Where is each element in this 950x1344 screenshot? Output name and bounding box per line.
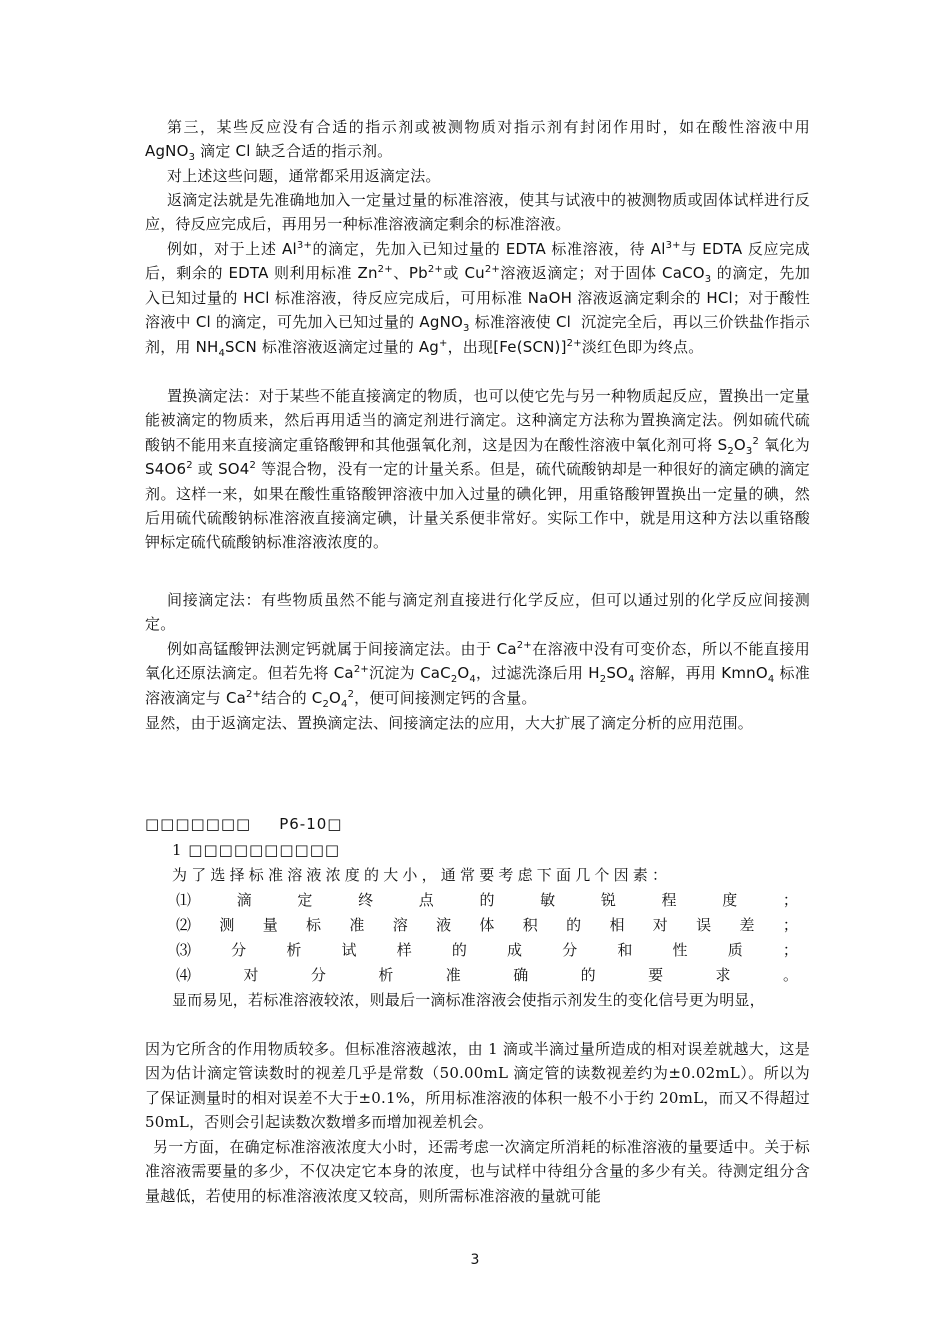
factor-char: 的 xyxy=(580,966,596,984)
factor-char: 要 xyxy=(648,966,664,984)
factor-row-4 xyxy=(176,964,798,985)
factor-char: 质 xyxy=(727,941,743,959)
factor-char: 准 xyxy=(349,916,365,934)
factor-char: 液 xyxy=(436,916,452,934)
page-number: 3 xyxy=(470,1252,480,1268)
factor-char: 和 xyxy=(617,941,633,959)
factor-char: 积 xyxy=(522,916,538,934)
factor-char: 量 xyxy=(262,916,278,934)
paragraph-11: 另一方面，在确定标准溶液浓度大小时，还需考虑一次滴定所消耗的标准溶液的量要适中。关于标准溶液需要量的多少，不仅决定它本身的浓度，也与试样中待组分含量的多少有关。待测定组分含量越低，若使用的标准溶液浓度又较高，则所需标准溶液的量就可能 xyxy=(145,1138,810,1205)
factor-char: 分 xyxy=(310,966,326,984)
paragraph-3: 返滴定法就是先准确地加入一定量过量的标准溶液，使其与试液中的被测物质或固体试样进行反应，待反应完成后，再用另一种标准溶液滴定剩余的标准溶液。 xyxy=(145,191,810,234)
factor-char: 滴 xyxy=(236,891,252,909)
factor-char: 样 xyxy=(396,941,412,959)
factor-char: 。 xyxy=(782,966,798,984)
factor-char: 对 xyxy=(243,966,259,984)
paragraph-7: 例如高锰酸钾法测定钙就属于间接滴定法。由于 $Ca^{2+}$在溶液中没有可变价态，所以不能直接用氧化还原法滴定。但若先将 $Ca^{2+}$沉淀为 $CaC_2O_4$，过滤洗涤后用 $H_2SO_4$ 溶解，再用 KmnO$_4$ 标准溶液滴定与 $Ca^{2+}$结合的 $C_2O_4^2$，便可间接测定钙的含量。 xyxy=(145,640,811,710)
factor-char: 分 xyxy=(231,941,247,959)
paragraph-5: 置换滴定法：对于某些不能直接滴定的物质，也可以使它先与另一种物质起反应，置换出一定量能被滴定的物质来，然后再用适当的滴定剂进行滴定。这种滴定方法称为置换滴定法。例如硫代硫酸钠不能用来直接滴定重铬酸钾和其他强氧化剂，这是因为在酸性溶液中氧化剂可将 $S_2O_3^2$ 氧化为 $S4O6^2$ 或 $SO4^2$ 等混合物，没有一定的计量关系。但是，硫代硫酸钠却是一种很好的滴定碘的滴定剂。这样一来，如果在酸性重铬酸钾溶液中加入过量的碘化钾，用重铬酸钾置换出一定量的碘，然后用硫代硫酸钠标准溶液直接滴定碘，计量关系便非常好。实际工作中，就是用这种方法以重铬酸钾标定硫代硫酸钠标准溶液浓度的。 xyxy=(145,387,810,552)
factor-row-1 xyxy=(176,889,798,910)
factor-char: 度 xyxy=(722,891,738,909)
factor-char: 体 xyxy=(479,916,495,934)
factor-char: 误 xyxy=(696,916,712,934)
paragraph-6: 间接滴定法：有些物质虽然不能与滴定剂直接进行化学反应，但可以通过别的化学反应间接测定。 xyxy=(145,591,810,634)
factor-char: 确 xyxy=(513,966,529,984)
factor-char: 分 xyxy=(562,941,578,959)
factors-intro: 为了选择标准溶液浓度的大小，通常要考虑下面几个因素： xyxy=(172,866,672,884)
factor-char: 求 xyxy=(715,966,731,984)
factor-char: 终 xyxy=(358,891,374,909)
factor-char: 析 xyxy=(286,941,302,959)
factor-number: ⑵ xyxy=(176,916,192,934)
factor-char: 的 xyxy=(479,891,495,909)
factor-char: 测 xyxy=(219,916,235,934)
heading-code: P6-10□ xyxy=(279,815,343,833)
factor-char: 性 xyxy=(672,941,688,959)
factor-row-3 xyxy=(176,939,798,960)
factor-row-2 xyxy=(176,914,798,935)
factor-char: 的 xyxy=(566,916,582,934)
factor-char: 溶 xyxy=(392,916,408,934)
factor-char: 程 xyxy=(661,891,677,909)
factor-char: ； xyxy=(782,891,798,909)
factor-char: 析 xyxy=(378,966,394,984)
factor-char: 成 xyxy=(507,941,523,959)
factor-char: 差 xyxy=(739,916,755,934)
paragraph-10: 因为它所含的作用物质较多。但标准溶液越浓，由 1 滴或半滴过量所造成的相对误差就越大，这是因为估计滴定管读数时的视差几乎是常数（50.00mL 滴定管的读数视差约为±0.02mL）。所以为了保证测量时的相对误差不大于±0.1%，所用标准溶液的体积一般不小于约 20mL，而又不得超过 50mL，否则会引起读数次数增多而增加视差机会。 xyxy=(145,1040,810,1132)
paragraph-8: 显然，由于返滴定法、置换滴定法、间接滴定法的应用，大大扩展了滴定分析的应用范围。 xyxy=(145,714,754,732)
factor-char: 准 xyxy=(445,966,461,984)
factor-char: 定 xyxy=(297,891,313,909)
factor-char: 敏 xyxy=(540,891,556,909)
paragraph-4: 例如，对于上述 $Al^{3+}$的滴定，先加入已知过量的 EDTA 标准溶液，待 $Al^{3+}$与 EDTA 反应完成后，剩余的 EDTA 则利用标准 $Zn^{2+}$、$Pb^{2+}$或 $Cu^{2+}$溶液返滴定；对于固体 CaCO$_3$ 的滴定，先加入已知过量的 HCl 标准溶液，待反应完成后，可用标准 NaOH 溶液返滴定剩余的 HCl；对于酸性溶液中 Cl 的滴定，可先加入已知过量的 AgNO$_3$ 标准溶液使 Cl 沉淀完全后，再以三价铁盐作指示剂，用 $NH_4SCN$ 标准溶液返滴定过量的 Ag+，出现$[Fe(SCN)]^{2+}$淡红色即为终点。 xyxy=(145,240,811,359)
heading-garbled-text: □□□□□□□ xyxy=(145,815,252,833)
factor-char: 相 xyxy=(609,916,625,934)
factor-char: ； xyxy=(782,941,798,959)
factor-number: ⑶ xyxy=(176,941,192,959)
factor-char: 试 xyxy=(341,941,357,959)
factor-char: 标 xyxy=(306,916,322,934)
paragraph-1: 第三，某些反应没有合适的指示剂或被测物质对指示剂有封闭作用时，如在酸性溶液中用 AgNO$_3$ 滴定 Cl 缺乏合适的指示剂。 xyxy=(145,118,810,164)
factor-number: ⑷ xyxy=(176,966,192,984)
paragraph-2: 对上述这些问题，通常都采用返滴定法。 xyxy=(167,167,441,185)
factor-char: 锐 xyxy=(600,891,616,909)
list-item-1-heading: 1 □□□□□□□□□□ xyxy=(172,841,341,859)
factor-char: 的 xyxy=(451,941,467,959)
factor-char: ； xyxy=(782,916,798,934)
paragraph-9: 显而易见，若标准溶液较浓，则最后一滴标准溶液会使指示剂发生的变化信号更为明显， xyxy=(172,991,765,1009)
factor-char: 点 xyxy=(418,891,434,909)
factor-number: ⑴ xyxy=(176,891,192,909)
section-heading xyxy=(145,815,342,833)
factor-char: 对 xyxy=(652,916,668,934)
